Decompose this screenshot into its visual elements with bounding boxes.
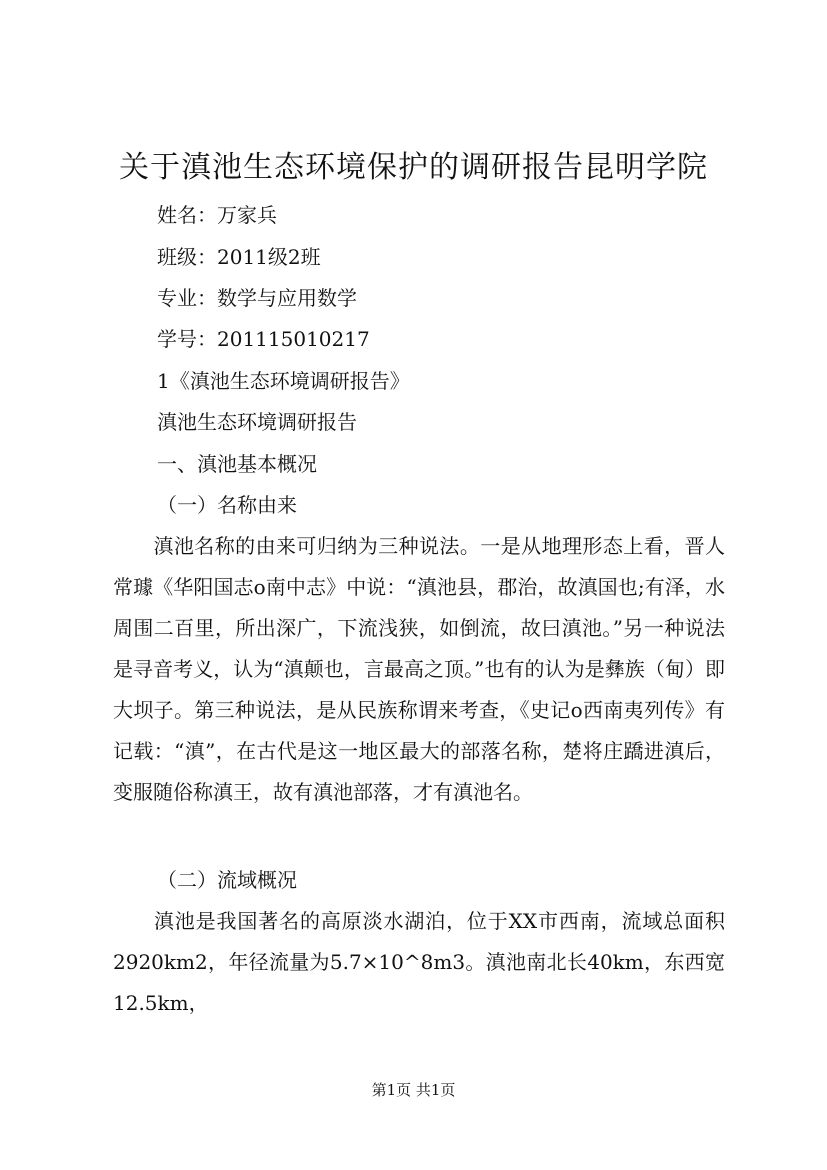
student-id-line: 学号：201115010217 [157,327,370,351]
page-title: 关于滇池生态环境保护的调研报告昆明学院 [119,150,708,185]
class-line: 班级：2011级2班 [157,245,321,269]
subsection-heading-basin: （二）流域概况 [157,868,297,892]
subsection-heading-origin: （一）名称由来 [157,493,297,517]
paragraph-text: 滇池是我国著名的高原淡水湖泊，位于XX市西南，流域总面积2920km2，年径流量为5.7×10^8m3。滇池南北长40km，东西宽12.5km， [113,909,725,1015]
report-title: 滇池生态环境调研报告 [157,410,357,434]
paragraph-basin-overview [113,901,725,1024]
author-name-line: 姓名：万家兵 [157,203,277,227]
paragraph-text: 滇池名称的由来可归纳为三种说法。一是从地理形态上看，晋人常璩《华阳国志o南中志》中说：“滇池县，郡治，故滇国也;有泽，水周围二百里，所出深广，下流浅狭，如倒流，故曰滇池。”另一种说法是寻音考义，认为“滇颠也，言最高之顶。”也有的认为是彝族（甸）即大坝子。第三种说法，是从民族称谓来考查，《史记o西南夷列传》有记载：“滇”，在古代是这一地区最大的部落名称，楚将庄蹻进滇后，变服随俗称滇王，故有滇池部落，才有滇池名。 [113,534,725,804]
reference-line: 1《滇池生态环境调研报告》 [157,369,410,393]
section-heading: 一、滇池基本概况 [157,452,317,476]
page-footer: 第1页 共1页 [371,1081,456,1099]
paragraph-name-origin [113,526,725,813]
major-line: 专业：数学与应用数学 [157,286,357,310]
